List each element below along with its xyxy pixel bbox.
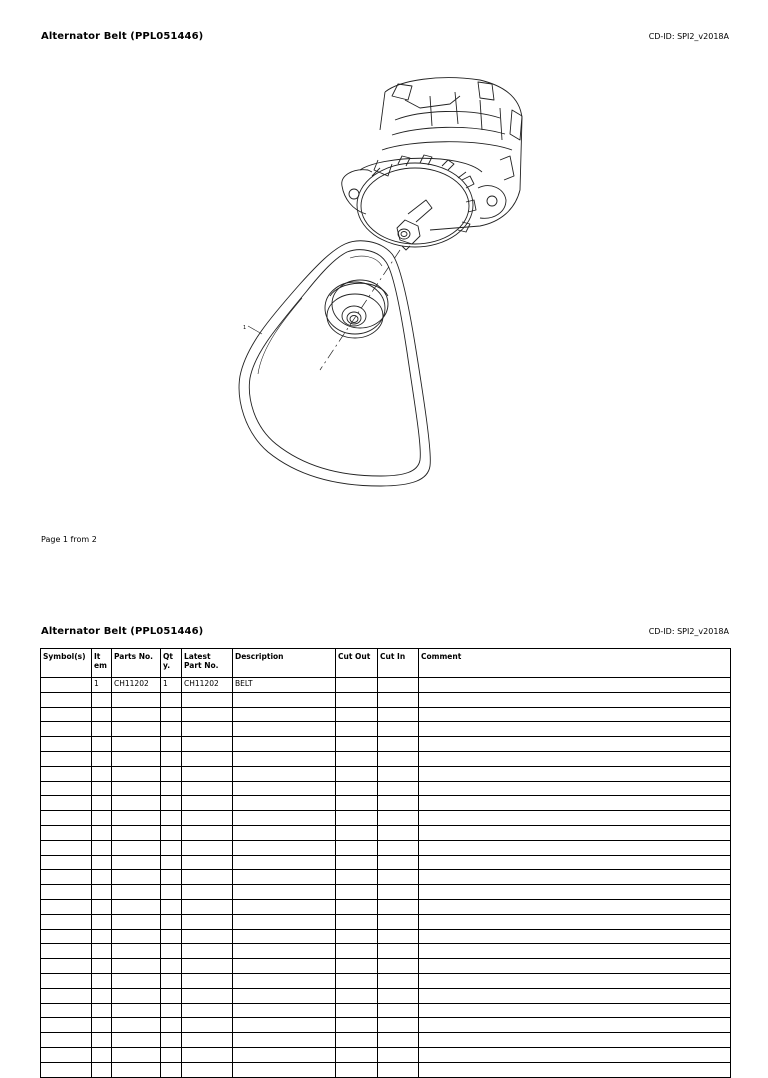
table-cell-empty [112, 825, 161, 840]
table-cell-empty [112, 1047, 161, 1062]
table-cell-empty [336, 766, 378, 781]
table-row-empty [41, 707, 731, 722]
table-cell-empty [41, 944, 92, 959]
header-cut-out: Cut Out [336, 649, 378, 678]
table-cell-empty [419, 914, 731, 929]
table-cell-empty [233, 899, 336, 914]
table-cell-empty [336, 751, 378, 766]
table-cell-empty [182, 751, 233, 766]
cell-latest-part-no: CH11202 [182, 678, 233, 693]
cell-symbols [41, 678, 92, 693]
table-row-empty [41, 692, 731, 707]
table-cell-empty [92, 855, 112, 870]
table-cell-empty [182, 899, 233, 914]
cell-comment [419, 678, 731, 693]
table-cell-empty [336, 914, 378, 929]
table-cell-empty [419, 929, 731, 944]
table-cell-empty [161, 722, 182, 737]
cd-id: CD-ID: SPI2_v2018A [648, 32, 729, 41]
table-cell-empty [92, 1033, 112, 1048]
table-cell-empty [41, 766, 92, 781]
table-cell-empty [336, 796, 378, 811]
table-cell-empty [378, 1003, 419, 1018]
table-cell-empty [233, 796, 336, 811]
table-cell-empty [92, 973, 112, 988]
table-row-empty [41, 1062, 731, 1077]
table-cell-empty [161, 1033, 182, 1048]
table-cell-empty [161, 781, 182, 796]
table-cell-empty [161, 796, 182, 811]
table-cell-empty [112, 796, 161, 811]
table-cell-empty [378, 988, 419, 1003]
table-cell-empty [378, 885, 419, 900]
table-cell-empty [182, 1033, 233, 1048]
table-header-row [41, 649, 731, 678]
table-cell-empty [161, 751, 182, 766]
table-row-empty [41, 722, 731, 737]
table-cell-empty [161, 959, 182, 974]
table-cell-empty [419, 1033, 731, 1048]
table-cell-empty [161, 1003, 182, 1018]
table-cell-empty [92, 737, 112, 752]
table-cell-empty [336, 1062, 378, 1077]
table-cell-empty [41, 988, 92, 1003]
table-cell-empty [419, 1062, 731, 1077]
parts-table [40, 648, 731, 1078]
table-cell-empty [92, 1018, 112, 1033]
table-row [41, 678, 731, 693]
table-cell-empty [336, 692, 378, 707]
table-cell-empty [233, 766, 336, 781]
table-cell-empty [92, 929, 112, 944]
table-cell-empty [161, 885, 182, 900]
page-footer: Page 1 from 2 [41, 535, 97, 544]
table-cell-empty [233, 840, 336, 855]
cd-id: CD-ID: SPI2_v2018A [648, 627, 729, 636]
table-cell-empty [112, 737, 161, 752]
table-cell-empty [112, 692, 161, 707]
table-cell-empty [112, 722, 161, 737]
table-row-empty [41, 929, 731, 944]
table-row-empty [41, 781, 731, 796]
table-row-empty [41, 1033, 731, 1048]
table-cell-empty [336, 1047, 378, 1062]
table-cell-empty [92, 959, 112, 974]
table-cell-empty [41, 870, 92, 885]
table-cell-empty [92, 1062, 112, 1077]
table-cell-empty [161, 825, 182, 840]
table-cell-empty [378, 944, 419, 959]
table-cell-empty [182, 885, 233, 900]
header-item: It em [92, 649, 112, 678]
table-cell-empty [233, 959, 336, 974]
table-cell-empty [161, 1047, 182, 1062]
table-cell-empty [112, 781, 161, 796]
table-row-empty [41, 811, 731, 826]
table-cell-empty [419, 825, 731, 840]
table-cell-empty [233, 1033, 336, 1048]
table-cell-empty [233, 870, 336, 885]
alternator-drawing [342, 78, 522, 250]
table-cell-empty [112, 1033, 161, 1048]
table-cell-empty [92, 840, 112, 855]
table-cell-empty [112, 1003, 161, 1018]
header-comment: Comment [419, 649, 731, 678]
cell-parts-no: CH11202 [112, 678, 161, 693]
table-cell-empty [419, 1018, 731, 1033]
table-cell-empty [41, 707, 92, 722]
table-cell-empty [92, 811, 112, 826]
table-cell-empty [182, 914, 233, 929]
table-cell-empty [233, 855, 336, 870]
table-cell-empty [378, 811, 419, 826]
table-cell-empty [419, 988, 731, 1003]
table-cell-empty [161, 988, 182, 1003]
table-cell-empty [41, 825, 92, 840]
table-cell-empty [419, 1003, 731, 1018]
table-cell-empty [378, 796, 419, 811]
table-row-empty [41, 899, 731, 914]
table-cell-empty [182, 1047, 233, 1062]
table-cell-empty [161, 1018, 182, 1033]
table-cell-empty [233, 811, 336, 826]
table-row-empty [41, 751, 731, 766]
cell-cut-out [336, 678, 378, 693]
table-cell-empty [182, 929, 233, 944]
table-cell-empty [336, 959, 378, 974]
table-cell-empty [233, 885, 336, 900]
cell-item: 1 [92, 678, 112, 693]
table-cell-empty [161, 811, 182, 826]
table-cell-empty [112, 855, 161, 870]
table-cell-empty [336, 840, 378, 855]
table-cell-empty [233, 722, 336, 737]
table-cell-empty [161, 870, 182, 885]
table-cell-empty [419, 811, 731, 826]
table-cell-empty [182, 811, 233, 826]
table-cell-empty [336, 707, 378, 722]
cell-cut-in [378, 678, 419, 693]
table-cell-empty [161, 914, 182, 929]
table-cell-empty [41, 855, 92, 870]
table-row-empty [41, 1003, 731, 1018]
table-cell-empty [233, 973, 336, 988]
table-cell-empty [112, 929, 161, 944]
table-cell-empty [336, 855, 378, 870]
table-cell-empty [41, 796, 92, 811]
table-cell-empty [112, 944, 161, 959]
table-cell-empty [182, 825, 233, 840]
table-cell-empty [378, 692, 419, 707]
table-cell-empty [92, 1047, 112, 1062]
header-symbols: Symbol(s) [41, 649, 92, 678]
table-row-empty [41, 870, 731, 885]
table-cell-empty [336, 944, 378, 959]
table-cell-empty [336, 973, 378, 988]
table-cell-empty [378, 722, 419, 737]
table-cell-empty [378, 707, 419, 722]
table-cell-empty [92, 796, 112, 811]
table-cell-empty [378, 825, 419, 840]
table-row-empty [41, 855, 731, 870]
table-cell-empty [182, 855, 233, 870]
table-cell-empty [41, 1003, 92, 1018]
table-cell-empty [378, 737, 419, 752]
table-cell-empty [92, 707, 112, 722]
table-cell-empty [112, 766, 161, 781]
table-cell-empty [336, 811, 378, 826]
table-cell-empty [161, 707, 182, 722]
table-cell-empty [41, 781, 92, 796]
table-cell-empty [92, 870, 112, 885]
table-cell-empty [112, 899, 161, 914]
table-cell-empty [112, 1018, 161, 1033]
parts-table-container [40, 648, 730, 1078]
table-cell-empty [182, 840, 233, 855]
table-cell-empty [233, 1047, 336, 1062]
table-cell-empty [336, 1033, 378, 1048]
table-cell-empty [182, 692, 233, 707]
table-cell-empty [233, 914, 336, 929]
table-cell-empty [182, 781, 233, 796]
table-row-empty [41, 988, 731, 1003]
page-title: Alternator Belt (PPL051446) [41, 626, 204, 637]
table-cell-empty [161, 944, 182, 959]
table-cell-empty [419, 870, 731, 885]
table-cell-empty [419, 692, 731, 707]
table-row-empty [41, 825, 731, 840]
table-cell-empty [41, 722, 92, 737]
table-cell-empty [92, 781, 112, 796]
table-cell-empty [112, 1062, 161, 1077]
table-cell-empty [419, 899, 731, 914]
table-cell-empty [161, 692, 182, 707]
table-cell-empty [182, 1018, 233, 1033]
table-row-empty [41, 796, 731, 811]
table-cell-empty [112, 840, 161, 855]
table-cell-empty [378, 1033, 419, 1048]
table-cell-empty [419, 722, 731, 737]
table-cell-empty [336, 722, 378, 737]
table-cell-empty [233, 1018, 336, 1033]
table-cell-empty [92, 944, 112, 959]
table-cell-empty [378, 1062, 419, 1077]
table-cell-empty [41, 737, 92, 752]
table-cell-empty [378, 1018, 419, 1033]
table-cell-empty [233, 692, 336, 707]
table-cell-empty [182, 1003, 233, 1018]
table-cell-empty [92, 722, 112, 737]
table-cell-empty [182, 737, 233, 752]
table-cell-empty [233, 781, 336, 796]
table-cell-empty [233, 737, 336, 752]
table-cell-empty [233, 988, 336, 1003]
table-cell-empty [41, 1047, 92, 1062]
table-cell-empty [419, 973, 731, 988]
table-cell-empty [41, 929, 92, 944]
table-cell-empty [233, 929, 336, 944]
table-cell-empty [233, 707, 336, 722]
table-cell-empty [182, 988, 233, 1003]
table-cell-empty [92, 1003, 112, 1018]
table-cell-empty [182, 944, 233, 959]
table-cell-empty [233, 751, 336, 766]
table-cell-empty [233, 944, 336, 959]
table-cell-empty [336, 885, 378, 900]
table-row-empty [41, 973, 731, 988]
table-cell-empty [378, 929, 419, 944]
table-cell-empty [161, 766, 182, 781]
table-cell-empty [182, 796, 233, 811]
table-cell-empty [112, 751, 161, 766]
table-cell-empty [336, 899, 378, 914]
table-cell-empty [419, 766, 731, 781]
table-cell-empty [419, 707, 731, 722]
table-cell-empty [41, 840, 92, 855]
table-cell-empty [419, 855, 731, 870]
table-cell-empty [336, 1003, 378, 1018]
table-cell-empty [182, 973, 233, 988]
table-row-empty [41, 737, 731, 752]
table-cell-empty [92, 825, 112, 840]
table-cell-empty [41, 751, 92, 766]
table-row-empty [41, 944, 731, 959]
table-cell-empty [336, 1018, 378, 1033]
table-cell-empty [112, 885, 161, 900]
table-cell-empty [419, 781, 731, 796]
table-row-empty [41, 766, 731, 781]
table-cell-empty [378, 1047, 419, 1062]
table-cell-empty [419, 751, 731, 766]
table-cell-empty [419, 796, 731, 811]
table-cell-empty [419, 840, 731, 855]
header-qty: Qt y. [161, 649, 182, 678]
table-cell-empty [419, 885, 731, 900]
header-description: Description [233, 649, 336, 678]
table-cell-empty [161, 899, 182, 914]
table-cell-empty [41, 899, 92, 914]
table-cell-empty [161, 840, 182, 855]
table-cell-empty [41, 959, 92, 974]
table-cell-empty [378, 781, 419, 796]
table-row-empty [41, 1047, 731, 1062]
table-row-empty [41, 885, 731, 900]
table-cell-empty [112, 811, 161, 826]
table-cell-empty [336, 781, 378, 796]
table-cell-empty [182, 870, 233, 885]
table-cell-empty [112, 870, 161, 885]
table-cell-empty [378, 870, 419, 885]
table-row-empty [41, 840, 731, 855]
table-cell-empty [41, 1033, 92, 1048]
table-cell-empty [378, 855, 419, 870]
table-cell-empty [182, 1062, 233, 1077]
table-cell-empty [112, 973, 161, 988]
header-parts-no: Parts No. [112, 649, 161, 678]
table-cell-empty [161, 737, 182, 752]
table-cell-empty [92, 885, 112, 900]
table-cell-empty [112, 988, 161, 1003]
table-cell-empty [161, 855, 182, 870]
table-row-empty [41, 959, 731, 974]
table-cell-empty [336, 825, 378, 840]
table-cell-empty [41, 973, 92, 988]
cell-qty: 1 [161, 678, 182, 693]
header-cut-in: Cut In [378, 649, 419, 678]
table-cell-empty [182, 766, 233, 781]
table-cell-empty [336, 929, 378, 944]
table-cell-empty [378, 914, 419, 929]
table-cell-empty [41, 885, 92, 900]
table-cell-empty [92, 914, 112, 929]
table-cell-empty [336, 870, 378, 885]
page-title: Alternator Belt (PPL051446) [41, 31, 204, 42]
table-cell-empty [41, 1018, 92, 1033]
table-cell-empty [378, 766, 419, 781]
table-cell-empty [233, 825, 336, 840]
table-cell-empty [161, 1062, 182, 1077]
table-row-empty [41, 1018, 731, 1033]
table-cell-empty [182, 707, 233, 722]
table-cell-empty [378, 751, 419, 766]
table-cell-empty [182, 959, 233, 974]
table-cell-empty [419, 959, 731, 974]
table-cell-empty [112, 707, 161, 722]
table-cell-empty [233, 1062, 336, 1077]
table-cell-empty [41, 1062, 92, 1077]
table-cell-empty [336, 988, 378, 1003]
table-cell-empty [161, 929, 182, 944]
table-cell-empty [112, 914, 161, 929]
belt-drawing [239, 241, 430, 486]
table-cell-empty [161, 973, 182, 988]
table-cell-empty [233, 1003, 336, 1018]
table-cell-empty [92, 899, 112, 914]
table-cell-empty [182, 722, 233, 737]
table-cell-empty [419, 737, 731, 752]
table-cell-empty [378, 899, 419, 914]
table-cell-empty [378, 959, 419, 974]
header-latest-part-no: Latest Part No. [182, 649, 233, 678]
table-cell-empty [41, 811, 92, 826]
table-cell-empty [419, 1047, 731, 1062]
table-cell-empty [92, 988, 112, 1003]
table-cell-empty [419, 944, 731, 959]
table-cell-empty [92, 692, 112, 707]
table-row-empty [41, 914, 731, 929]
table-cell-empty [378, 840, 419, 855]
table-cell-empty [112, 959, 161, 974]
table-cell-empty [378, 973, 419, 988]
table-cell-empty [41, 692, 92, 707]
table-cell-empty [41, 914, 92, 929]
callout-label: 1 [243, 325, 247, 331]
cell-description: BELT [233, 678, 336, 693]
table-cell-empty [336, 737, 378, 752]
pulley-drawing [325, 280, 388, 338]
table-cell-empty [92, 766, 112, 781]
table-cell-empty [92, 751, 112, 766]
